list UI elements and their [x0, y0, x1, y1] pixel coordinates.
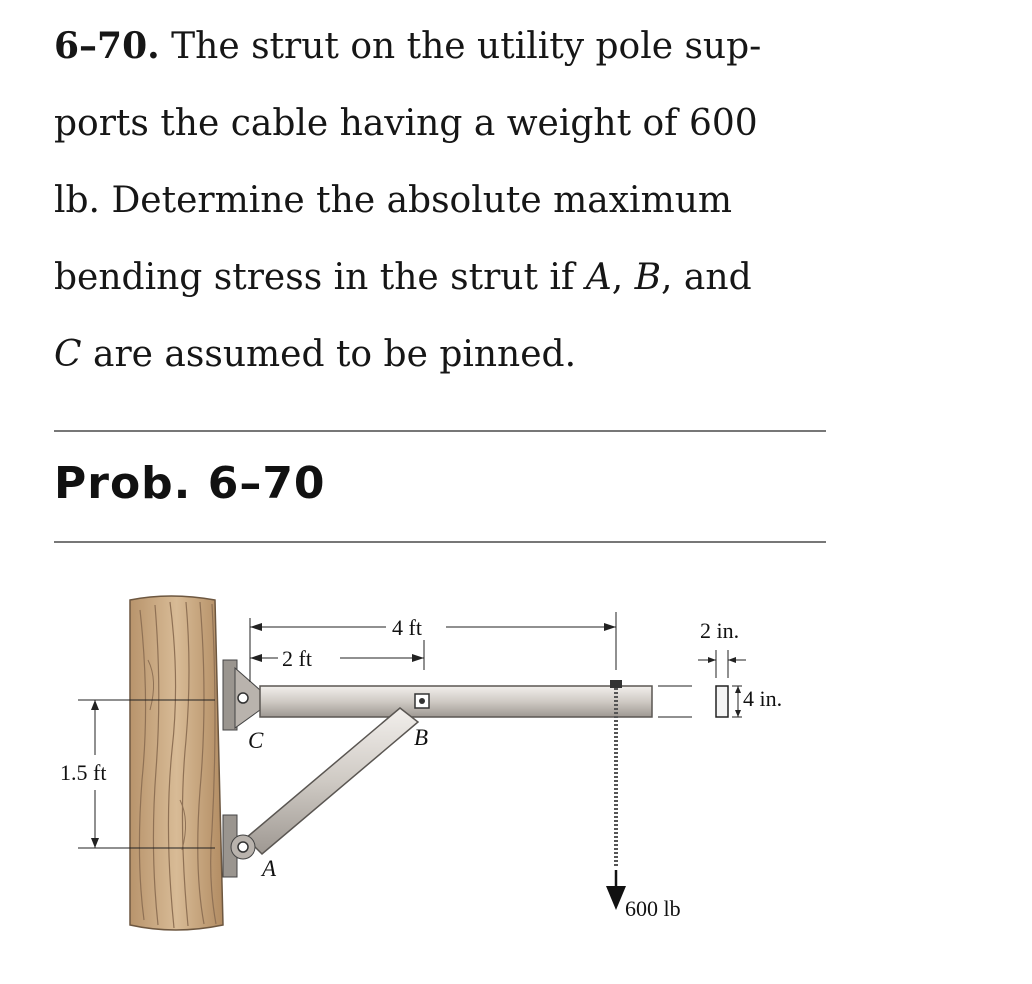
- problem-number: 6–70.: [54, 25, 160, 67]
- label-2ft: 2 ft: [282, 646, 312, 671]
- problem-text-4a: bending stress in the strut if: [54, 257, 586, 298]
- problem-line-4: [54, 239, 824, 316]
- load-arrow-icon: [606, 886, 626, 910]
- problem-line-5: [54, 316, 824, 393]
- section-rect: [716, 686, 728, 717]
- diagonal-strut: [246, 708, 418, 854]
- figure-strut-diagram: [40, 580, 840, 960]
- var-b: B: [634, 257, 662, 298]
- strut-diagram-svg: [40, 580, 840, 960]
- pin-c-icon: [238, 693, 248, 703]
- label-c: C: [248, 728, 264, 753]
- var-c: C: [54, 334, 82, 375]
- label-1-5ft: 1.5 ft: [60, 760, 107, 785]
- problem-text-5: are assumed to be pinned.: [81, 334, 577, 375]
- problem-text-4b: , and: [661, 257, 752, 298]
- dim-top: [250, 612, 616, 682]
- horizontal-strut: [260, 686, 652, 717]
- problem-line-2: ports the cable having a weight of 600: [54, 103, 758, 144]
- bracket-a: [223, 815, 255, 877]
- utility-pole: [130, 596, 223, 930]
- label-a: A: [262, 856, 277, 881]
- problem-line-1: [54, 8, 824, 85]
- caption-bottom-rule: [54, 541, 826, 543]
- label-b: B: [414, 725, 429, 750]
- label-4in: 4 in.: [743, 686, 783, 711]
- problem-text-1: The strut on the utility pole sup-: [171, 26, 762, 67]
- var-a: A: [585, 257, 612, 298]
- label-load: 600 lb: [625, 896, 681, 921]
- figure-caption: Prob. 6–70: [54, 458, 326, 509]
- cross-section: [658, 618, 782, 717]
- separator: ,: [611, 257, 635, 298]
- pin-a-icon: [238, 842, 248, 852]
- label-4ft: 4 ft: [392, 615, 422, 640]
- label-2in: 2 in.: [700, 618, 740, 643]
- cable: [606, 688, 681, 921]
- cable-clamp: [610, 680, 622, 688]
- caption-top-rule: [54, 430, 826, 432]
- problem-line-3: lb. Determine the absolute maximum: [54, 180, 733, 221]
- problem-statement: [54, 8, 824, 393]
- bracket-c: [223, 660, 260, 730]
